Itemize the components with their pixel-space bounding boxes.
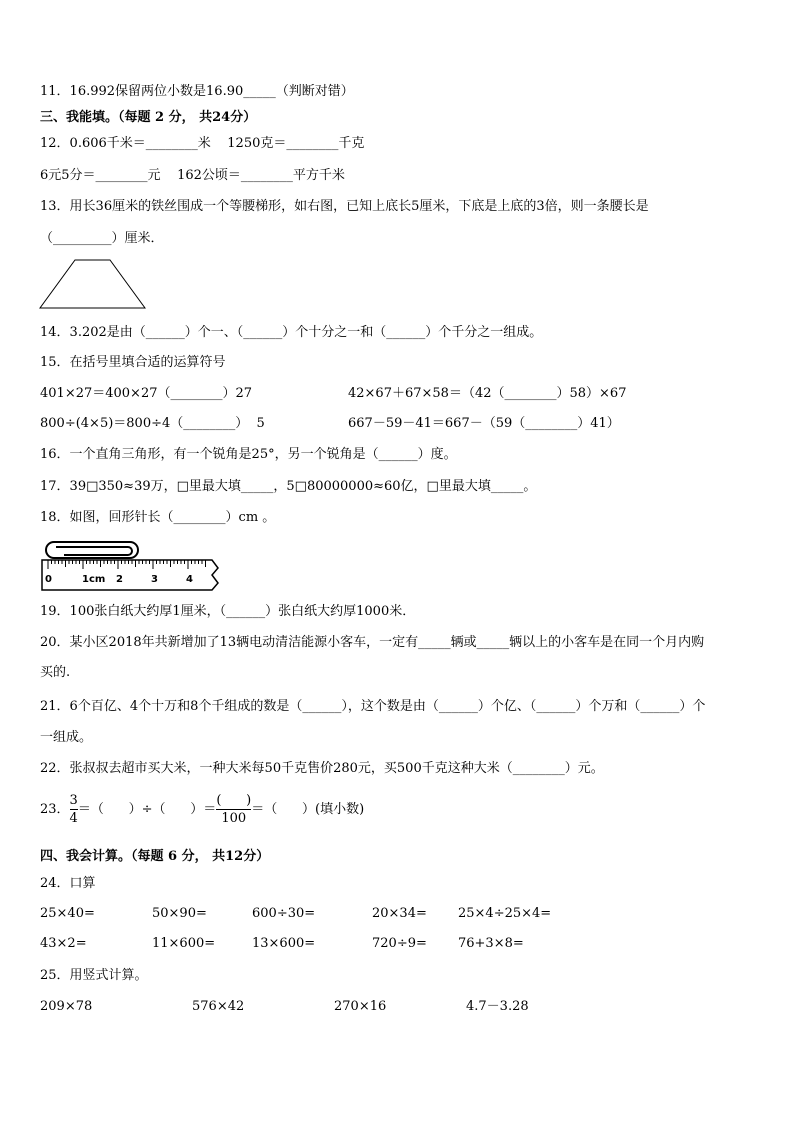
mental-calc-item: 76+3×8= bbox=[458, 936, 524, 951]
question-14: 14．3.202是由（______）个一、（______）个十分之一和（______）个千分之一组成。 bbox=[40, 325, 543, 340]
vertical-calc-item: 576×42 bbox=[192, 999, 245, 1014]
question-23-prefix: 23． bbox=[40, 802, 70, 817]
ruler-label: 4 bbox=[186, 574, 193, 585]
question-12-line-1: 12．0.606千米＝________米 1250克＝________千克 bbox=[40, 136, 365, 151]
fraction-denominator: 100 bbox=[221, 811, 247, 826]
fraction-numerator: 3 bbox=[69, 793, 78, 808]
question-18: 18．如图，回形针长（________）cm 。 bbox=[40, 510, 276, 525]
question-24: 24．口算 bbox=[40, 876, 96, 891]
question-23-suffix: ＝（ ）(填小数) bbox=[251, 802, 365, 817]
question-15: 15．在括号里填合适的运算符号 bbox=[40, 355, 226, 370]
mental-calc-item: 25×4÷25×4= bbox=[458, 906, 552, 921]
question-23 bbox=[40, 793, 364, 826]
fraction-over-100 bbox=[216, 793, 251, 826]
fraction-numerator: ( ) bbox=[216, 793, 252, 808]
question-15-item-4: 667－59－41＝667－（59（________）41） bbox=[348, 416, 620, 431]
paperclip-ruler-figure bbox=[40, 538, 226, 592]
question-20-line-2: 买的. bbox=[40, 665, 71, 680]
vertical-calc-item: 209×78 bbox=[40, 999, 93, 1014]
mental-calc-item: 43×2= bbox=[40, 936, 87, 951]
question-11: 11．16.992保留两位小数是16.90_____（判断对错） bbox=[40, 84, 354, 99]
fraction-3-4 bbox=[70, 793, 78, 826]
question-20-line-1: 20．某小区2018年共新增加了13辆电动清洁能源小客车，一定有_____辆或_____辆以上的小客车是在同一个月内购 bbox=[40, 635, 705, 650]
mental-calc-item: 720÷9= bbox=[372, 936, 427, 951]
question-15-item-1: 401×27＝400×27（________）27 bbox=[40, 386, 253, 401]
ruler-label: 1cm bbox=[82, 574, 106, 585]
question-17: 17．39□350≈39万，□里最大填_____，5□80000000≈60亿，□里最大填_____。 bbox=[40, 479, 537, 494]
section-4-heading: 四、我会计算。（每题 6 分， 共12分） bbox=[40, 849, 270, 864]
vertical-calc-item: 270×16 bbox=[334, 999, 387, 1014]
question-23-middle: ＝（ ）÷（ ）＝ bbox=[77, 802, 217, 817]
question-12-line-2: 6元5分＝________元 162公顷＝________平方千米 bbox=[40, 168, 345, 183]
fraction-denominator: 4 bbox=[69, 811, 78, 826]
question-16: 16．一个直角三角形，有一个锐角是25°，另一个锐角是（______）度。 bbox=[40, 447, 457, 462]
question-19: 19．100张白纸大约厚1厘米，（______）张白纸大约厚1000米． bbox=[40, 604, 416, 619]
question-22: 22．张叔叔去超市买大米，一种大米每50千克售价280元，买500千克这种大米（________）元。 bbox=[40, 761, 604, 776]
ruler-label: 0 bbox=[45, 574, 52, 585]
mental-calc-item: 11×600= bbox=[152, 936, 216, 951]
paperclip-icon bbox=[46, 542, 138, 558]
question-13-line-1: 13．用长36厘米的铁丝围成一个等腰梯形，如右图，已知上底长5厘米，下底是上底的3倍，则一条腰长是 bbox=[40, 199, 649, 214]
mental-calc-item: 25×40= bbox=[40, 906, 95, 921]
mental-calc-item: 50×90= bbox=[152, 906, 207, 921]
ruler-label: 2 bbox=[116, 574, 123, 585]
mental-calc-item: 20×34= bbox=[372, 906, 427, 921]
question-13-line-2: （_________）厘米． bbox=[40, 231, 164, 246]
question-25: 25．用竖式计算。 bbox=[40, 968, 148, 983]
question-21-line-2: 一组成。 bbox=[40, 730, 93, 745]
mental-calc-item: 600÷30= bbox=[252, 906, 316, 921]
trapezoid-figure bbox=[38, 258, 148, 310]
question-21-line-1: 21．6个百亿、4个十万和8个千组成的数是（______），这个数是由（______）个亿、（______）个万和（______）个 bbox=[40, 699, 706, 714]
section-3-heading: 三、我能填。（每题 2 分， 共24分） bbox=[40, 110, 257, 125]
mental-calc-item: 13×600= bbox=[252, 936, 316, 951]
ruler-label: 3 bbox=[151, 574, 158, 585]
question-15-item-2: 42×67＋67×58＝（42（________）58）×67 bbox=[348, 386, 627, 401]
vertical-calc-item: 4.7－3.28 bbox=[466, 999, 529, 1014]
question-15-item-3: 800÷(4×5)＝800÷4（________） 5 bbox=[40, 416, 265, 431]
